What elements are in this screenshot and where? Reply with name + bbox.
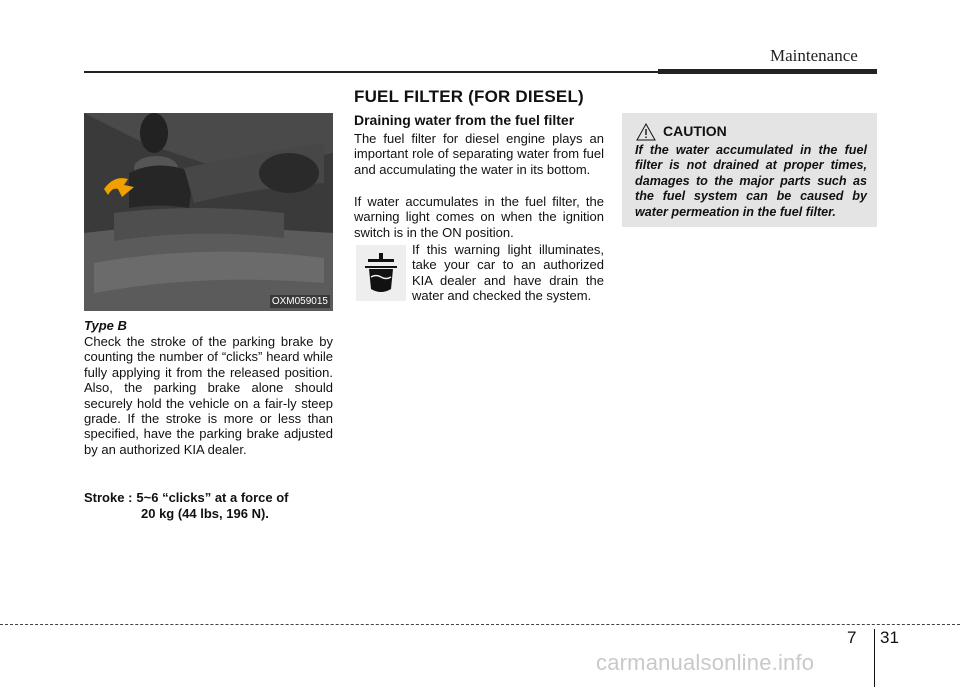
paragraph-3-text: If this warning light illuminates, take your car to an authorized KIA dealer and have drain the water and checked the system. — [412, 242, 604, 304]
caution-text: If the water accumulated in the fuel filter is not drained at proper times, damages to the major parts such as the fuel system can be caused by water permeation in the fuel filter. — [635, 143, 867, 219]
caution-title: CAUTION — [663, 123, 727, 139]
type-label: Type B — [84, 318, 127, 333]
page-number: 31 — [880, 628, 899, 647]
watermark: carmanualsonline.info — [596, 650, 815, 675]
paragraph-1 — [354, 131, 604, 177]
stroke-line1: 5~6 “clicks” at a force of — [136, 490, 289, 505]
parking-brake-photo — [84, 113, 333, 311]
paragraph-text: Check the stroke of the parking brake by counting the number of “clicks” heard while fully applying it from the released position. Also, the parking brake alone should securely hold the vehicle on a fair-ly steep grade. If the stroke is more or less than specified, have the parking brake adjusted by an authorized KIA dealer. — [84, 334, 333, 457]
warning-triangle-icon — [636, 123, 656, 141]
parking-brake-illustration — [84, 113, 333, 311]
paragraph-1-text: The fuel filter for diesel engine plays an important role of separating water from fuel and accumulating the water in its bottom. — [354, 131, 604, 177]
section-title: Maintenance — [770, 46, 858, 65]
header-rule-accent — [658, 69, 877, 74]
stroke-spec — [84, 490, 333, 522]
image-code: OXM059015 — [271, 296, 328, 307]
stroke-label: Stroke : — [84, 490, 133, 505]
fuel-filter-warning-icon — [356, 245, 406, 301]
main-heading: FUEL FILTER (FOR DIESEL) — [354, 87, 584, 106]
page-number-divider — [874, 629, 875, 687]
paragraph-2-text: If water accumulates in the fuel filter, the warning light comes on when the ignition switch is in the ON position. — [354, 194, 604, 240]
caution-box — [622, 113, 877, 227]
paragraph-2 — [354, 194, 604, 240]
parking-brake-paragraph — [84, 334, 333, 457]
stroke-line2: 20 kg (44 lbs, 196 N). — [141, 506, 269, 521]
subheading: Draining water from the fuel filter — [354, 112, 575, 128]
chapter-number: 7 — [847, 628, 857, 647]
paragraph-3 — [412, 242, 604, 304]
footer-rule — [0, 624, 960, 625]
